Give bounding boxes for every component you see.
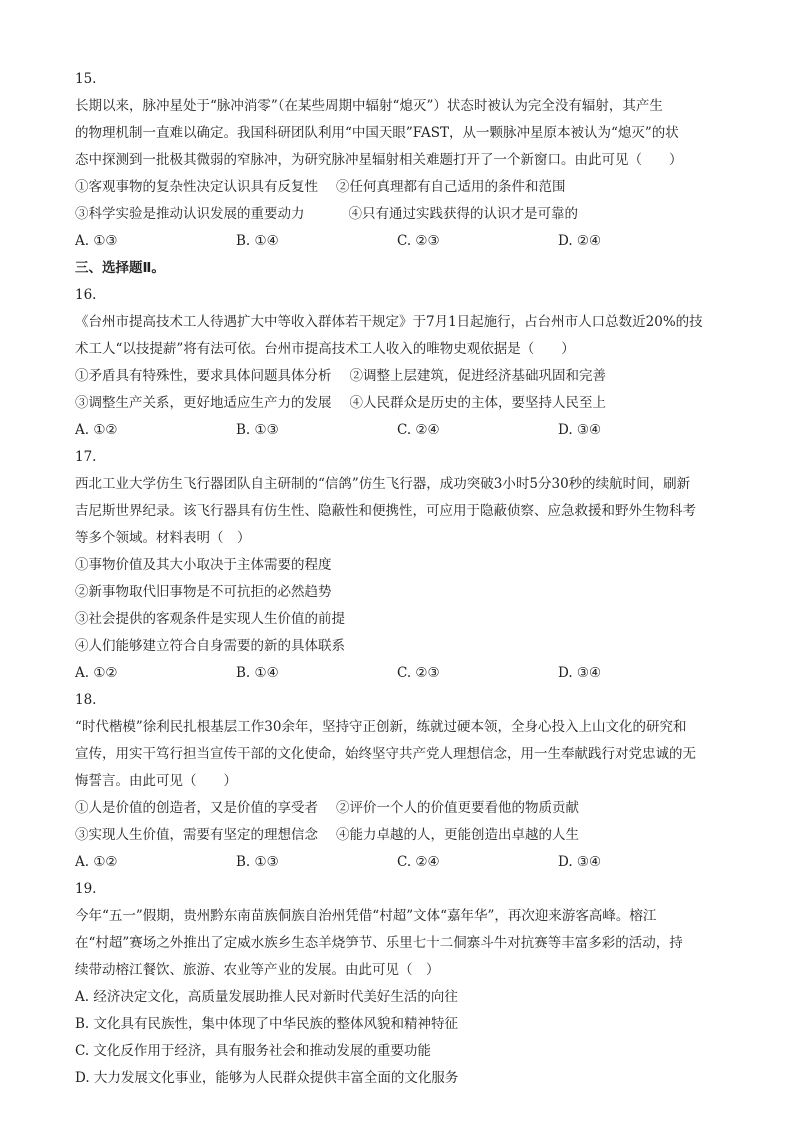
- question-stem-line: 态中探测到一批极其微弱的窄脉冲，为研究脉冲星辐射相关难题打开了一个新窗口。由此可见（ ）: [75, 152, 683, 168]
- option-c[interactable]: C. ②④: [397, 422, 440, 438]
- question-stem-line: “时代楷模”徐利民扎根基层工作30余年，坚持守正创新，练就过硬本领，全身心投入上山文化的研究和: [75, 719, 687, 735]
- answer-options: [75, 228, 725, 255]
- statement: ①客观事物的复杂性决定认识具有反复性: [75, 179, 318, 195]
- option-c[interactable]: C. ②③: [397, 233, 440, 249]
- question-stem-line: 在“村超”赛场之外推出了定威水族乡生态羊烧笋节、乐里七十二侗寨斗牛对抗赛等丰富多彩的活动，持: [75, 935, 683, 951]
- option-b[interactable]: B. 文化具有民族性，集中体现了中华民族的整体风貌和精神特征: [75, 1016, 459, 1032]
- option-a[interactable]: A. ①②: [75, 665, 118, 681]
- option-a[interactable]: A. ①③: [75, 233, 118, 249]
- option-b[interactable]: B. ①③: [236, 422, 279, 438]
- option-d[interactable]: D. 大力发展文化事业，能够为人民群众提供丰富全面的文化服务: [75, 1070, 459, 1086]
- option-a[interactable]: A. 经济决定文化，高质量发展助推人民对新时代美好生活的向往: [75, 989, 458, 1005]
- statement-row: [75, 174, 725, 201]
- answer-options: [75, 660, 725, 687]
- question-stem-line: 宣传，用实干笃行担当宣传干部的文化使命，始终坚守共产党人理想信念，用一生奉献践行对党忠诚的无: [75, 746, 696, 762]
- exam-page: [75, 66, 725, 1092]
- option-d[interactable]: D. ②④: [558, 233, 602, 249]
- option-a[interactable]: A. ①②: [75, 854, 118, 870]
- question-stem-line: 长期以来，脉冲星处于“脉冲消零”（在某些周期中辐射“熄灭”）状态时被认为完全没有辐射，其产生: [75, 98, 663, 114]
- question-stem-line: 悔誓言。由此可见（ ）: [75, 773, 237, 789]
- statement: ①人是价值的创造者，又是价值的享受者: [75, 800, 318, 816]
- statement: ③社会提供的客观条件是实现人生价值的前提: [75, 611, 345, 627]
- option-d[interactable]: D. ③④: [558, 854, 602, 870]
- question-number: 17.: [75, 449, 97, 465]
- statement: ④人们能够建立符合自身需要的新的具体联系: [75, 638, 345, 654]
- option-b[interactable]: B. ①④: [236, 665, 279, 681]
- statement: ②调整上层建筑，促进经济基础巩固和完善: [349, 368, 606, 384]
- question-stem-line: 西北工业大学仿生飞行器团队自主研制的“信鸽”仿生飞行器，成功突破3小时5分30秒的续航时间，刷新: [75, 476, 691, 492]
- statement-row: [75, 822, 725, 849]
- answer-options: [75, 417, 725, 444]
- statement: ①事物价值及其大小取决于主体需要的程度: [75, 557, 332, 573]
- question-stem-line: 今年“五一”假期，贵州黔东南苗族侗族自治州凭借“村超”文体“嘉年华”，再次迎来游客高峰。榕江: [75, 908, 657, 924]
- statement-row: [75, 363, 725, 390]
- option-d[interactable]: D. ③④: [558, 665, 602, 681]
- answer-options: [75, 849, 725, 876]
- statement-row: [75, 201, 725, 228]
- statement: ②新事物取代旧事物是不可抗拒的必然趋势: [75, 584, 332, 600]
- statement-row: [75, 795, 725, 822]
- question-number: 15.: [75, 71, 97, 87]
- statement: ③调整生产关系，更好地适应生产力的发展: [75, 395, 332, 411]
- option-c[interactable]: C. 文化反作用于经济，具有服务社会和推动发展的重要功能: [75, 1043, 431, 1059]
- statement: ④人民群众是历史的主体，要坚持人民至上: [349, 395, 606, 411]
- option-b[interactable]: B. ①④: [236, 233, 279, 249]
- statement: ③科学实验是推动认识发展的重要动力: [75, 206, 305, 222]
- question-number: 19.: [75, 881, 97, 897]
- question-stem-line: 的物理机制一直难以确定。我国科研团队利用“中国天眼”FAST，从一颗脉冲星原本被认为“熄灭”的状: [75, 125, 679, 141]
- question-stem-line: 术工人“以技提薪”将有法可依。台州市提高技术工人收入的唯物史观依据是（ ）: [75, 341, 575, 357]
- statement-row: [75, 390, 725, 417]
- option-b[interactable]: B. ①③: [236, 854, 279, 870]
- statement: ②任何真理都有自己适用的条件和范围: [336, 179, 566, 195]
- statement: ④能力卓越的人，更能创造出卓越的人生: [336, 827, 579, 843]
- question-stem-line: 吉尼斯世界纪录。该飞行器具有仿生性、隐蔽性和便携性，可应用于隐蔽侦察、应急救援和野外生物科考: [75, 503, 696, 519]
- option-a[interactable]: A. ①②: [75, 422, 118, 438]
- question-stem-line: 《台州市提高技术工人待遇扩大中等收入群体若干规定》于7月1日起施行，占台州市人口总数近20%的技: [75, 314, 703, 330]
- section-heading: 三、选择题Ⅱ。: [75, 260, 165, 276]
- statement: ①矛盾具有特殊性，要求具体问题具体分析: [75, 368, 332, 384]
- statement: ②评价一个人的价值更要看他的物质贡献: [336, 800, 579, 816]
- statement: ③实现人生价值，需要有坚定的理想信念: [75, 827, 318, 843]
- option-c[interactable]: C. ②③: [397, 665, 440, 681]
- question-stem-line: 续带动榕江餐饮、旅游、农业等产业的发展。由此可见（ ）: [75, 962, 440, 978]
- question-number: 16.: [75, 287, 97, 303]
- question-number: 18.: [75, 692, 97, 708]
- statement: ④只有通过实践获得的认识才是可靠的: [348, 206, 578, 222]
- option-c[interactable]: C. ②④: [397, 854, 440, 870]
- option-d[interactable]: D. ③④: [558, 422, 602, 438]
- question-stem-line: 等多个领域。材料表明（ ）: [75, 530, 251, 546]
